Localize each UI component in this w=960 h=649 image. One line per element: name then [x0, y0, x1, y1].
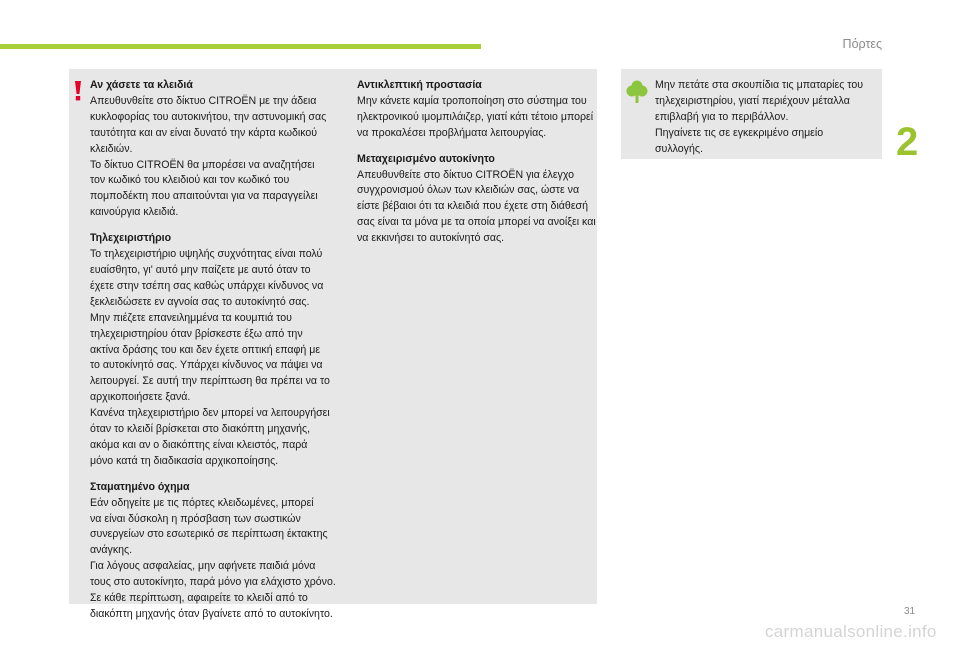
used-vehicle-text: Απευθυνθείτε στο δίκτυο CITROËN για έλεγχο συγχρονισμού όλων των κλειδιών σας, ώστε να είστε βέβαιοι ότι τα κλειδιά που έχετε στη διάθεσή σας είναι τα μόνα με τα οποία μπορεί να ανοίξει και να εκκινήσει το αυτοκίνητό σας. — [357, 168, 596, 245]
tree-icon — [626, 80, 648, 104]
used-vehicle-section — [357, 152, 597, 247]
text-column-2 — [357, 78, 597, 257]
text-column-3 — [655, 78, 879, 158]
battery-disposal-text: Μην πετάτε στα σκουπίδια τις μπαταρίες του τηλεχειριστηρίου, γιατί περιέχουν μέταλλα επιβλαβή για το περιβάλλον. Πηγαίνετε τις σε εγκεκριμένο σημείο συλλογής. — [655, 79, 864, 155]
lost-keys-text: Απευθυνθείτε στο δίκτυο CITROËN με την άδεια κυκλοφορίας του αυτοκινήτου, την αστυνομική σας ταυτότητα και αν είναι δυνατό την κάρτα κωδικού κλειδιών. Το δίκτυο CITROËN θα μπορέσει να αναζητήσει τον κωδικό του κλειδιού και τον κωδικό του πομποδέκτη που απαιτούνται για να παραγγείλει καινούργια κλειδιά. — [90, 94, 327, 219]
used-vehicle-heading: Μεταχειρισμένο αυτοκίνητο — [357, 152, 495, 165]
remote-control-heading: Τηλεχειριστήριο — [90, 232, 172, 245]
stationary-vehicle-heading: Σταματημένο όχημα — [90, 480, 190, 493]
chapter-number: 2 — [896, 120, 919, 164]
remote-control-text: Το τηλεχειριστήριο υψηλής συχνότητας είναι πολύ ευαίσθητο, γι' αυτό μην παίζετε με αυτό όταν το έχετε στην τσέπη σας καθώς υπάρχει κίνδυνος να ξεκλειδώσετε εν αγνοία σας το αυτοκίνητό σας. Μην πιέζετε επανειλημμένα τα κουμπιά του τηλεχειριστηρίου όταν βρίσκεστε έξω από την ακτίνα δράσης του και δεν έχετε οπτική επαφή με το αυτοκίνητό σας. Υπάρχει κίνδυνος να πάψει να λειτουργεί. Σε αυτή την περίπτωση θα πρέπει να το αρχικοποιήσετε ξανά. Κανένα τηλεχειριστήριο δεν μπορεί να λειτουργήσει όταν το κλειδί βρίσκεται στο διακόπτη μηχανής, ακόμα και αν ο διακόπτης είναι κλειστός, παρά μόνο κατά τη διαδικασία αρχικοποίησης. — [90, 248, 330, 467]
anti-theft-section — [357, 78, 597, 142]
section-title: Πόρτες — [842, 37, 882, 51]
anti-theft-heading: Αντικλεπτική προστασία — [357, 79, 482, 91]
anti-theft-text: Μην κάνετε καμία τροποποίηση στο σύστημα του ηλεκτρονικού ιμομπιλάιζερ, γιατί κάτι τέτοιο μπορεί να προκαλέσει προβλήματα λειτουργίας. — [357, 94, 594, 139]
remote-control-section — [90, 231, 345, 470]
exclamation-icon — [72, 81, 84, 101]
stationary-vehicle-text: Εάν οδηγείτε με τις πόρτες κλειδωμένες, μπορεί να είναι δύσκολη η πρόσβαση των σωστικών συνεργείων στο εσωτερικό σε περίπτωση έκτακτης ανάγκης. Για λόγους ασφαλείας, μην αφήνετε παιδιά μόνα τους στο αυτοκίνητο, παρά μόνο για ελάχιστο χρόνο. Σε κάθε περίπτωση, αφαιρείτε το κλειδί από το διακόπτη μηχανής όταν βγαίνετε από το αυτοκίνητο. — [90, 496, 336, 620]
lost-keys-heading: Αν χάσετε τα κλειδιά — [90, 79, 193, 91]
watermark: carmanualsonline.info — [765, 622, 937, 641]
stationary-vehicle-section — [90, 480, 345, 623]
lost-keys-section — [90, 78, 345, 221]
page-number: 31 — [904, 606, 916, 617]
text-column-1 — [90, 78, 345, 633]
section-accent-bar — [0, 44, 481, 49]
